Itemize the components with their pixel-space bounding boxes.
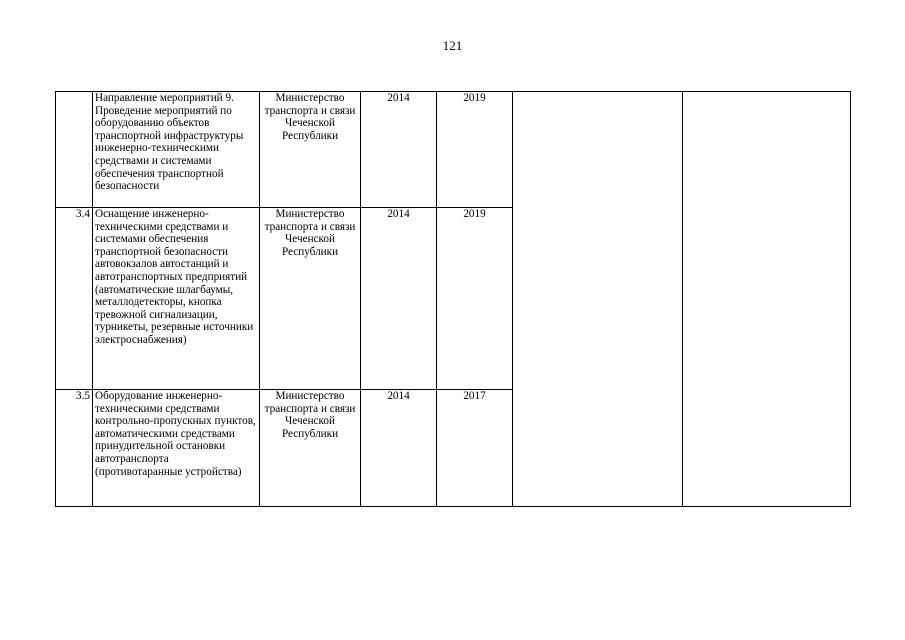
executor: Министерство транспорта и связи Чеченской Республики (260, 92, 361, 208)
end-year: 2019 (437, 208, 513, 390)
empty-cell (683, 92, 851, 507)
start-year: 2014 (361, 92, 437, 208)
activity-name: Оборудование инженерно-техническими средствами контрольно-пропускных пунктов, автоматическими средствами принудительной остановки автотранспорта (противотаранные устройства) (93, 390, 260, 507)
row-number: 3.4 (56, 208, 93, 390)
page-number: 121 (442, 38, 463, 53)
activity-name: Оснащение инженерно-техническими средствами и системами обеспечения транспортной безопасности автовокзалов автостанций и автотранспортных предприятий (автоматические шлагбаумы, металлодетекторы, кнопка тревожной сигнализации, турникеты, резервные источники электроснабжения) (93, 208, 260, 390)
activities-table (55, 91, 851, 507)
merged-empty-cell (513, 92, 683, 507)
activity-name: Направление мероприятий 9. Проведение мероприятий по оборудованию объектов транспортной инфраструктуры инженерно-техническими средствами и системами обеспечения транспортной безопасности (93, 92, 260, 208)
start-year: 2014 (361, 208, 437, 390)
start-year: 2014 (361, 390, 437, 507)
executor: Министерство транспорта и связи Чеченской Республики (260, 208, 361, 390)
row-number: 3.5 (56, 390, 93, 507)
executor: Министерство транспорта и связи Чеченской Республики (260, 390, 361, 507)
table-row (56, 92, 851, 208)
end-year: 2017 (437, 390, 513, 507)
row-number (56, 92, 93, 208)
end-year: 2019 (437, 92, 513, 208)
